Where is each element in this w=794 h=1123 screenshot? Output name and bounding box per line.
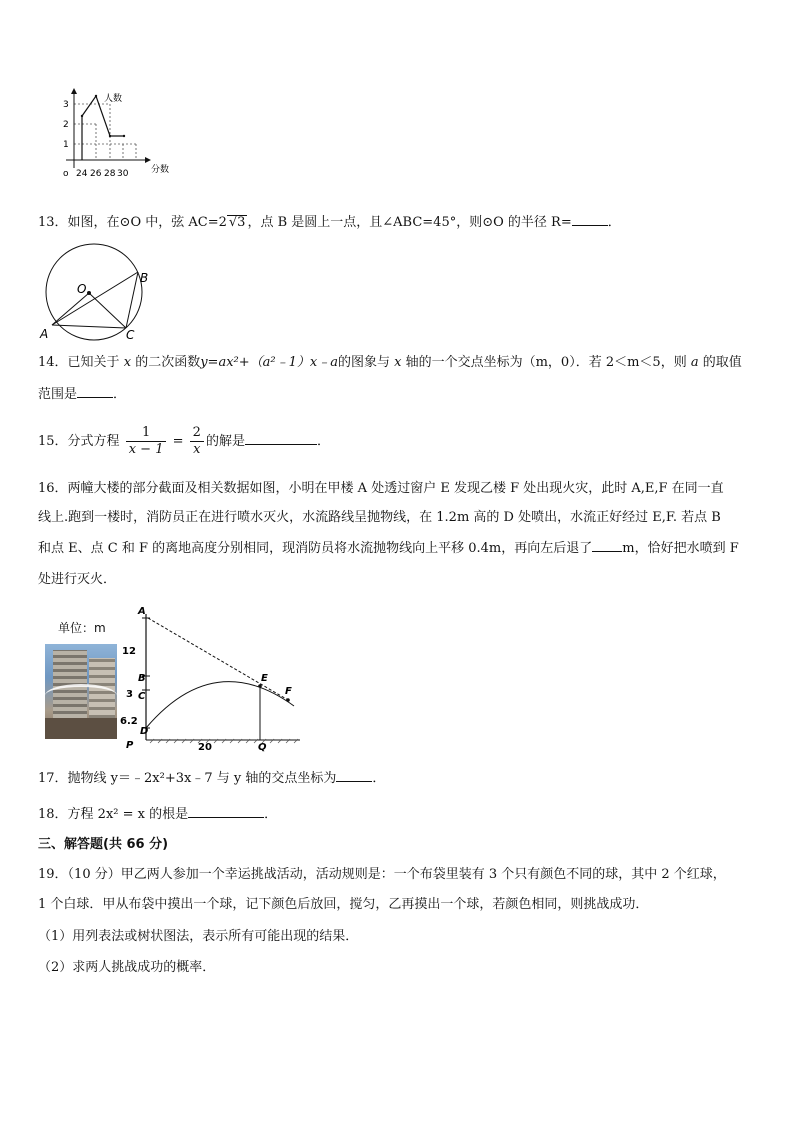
q14-function: y=ax²+（a²﹣1）x﹣a: [200, 355, 338, 370]
q14-var-x: x: [123, 355, 132, 370]
question-19-part2: [38, 953, 758, 982]
origin-label: o: [63, 169, 69, 179]
label-f: F: [285, 686, 292, 697]
label-c: C: [138, 691, 146, 702]
label-b: B: [138, 673, 146, 684]
q18-answer-blank[interactable]: [188, 803, 264, 818]
q15-number: 15．: [38, 434, 68, 449]
x-tick-28: 28: [104, 169, 116, 179]
label-p: P: [126, 740, 134, 751]
q13-answer-blank[interactable]: [572, 211, 608, 226]
question-16-line4: [38, 565, 758, 594]
x-axis-label: 分数: [151, 165, 170, 175]
building-photo: [45, 644, 117, 739]
q13-end: ．: [607, 215, 621, 230]
water-spray: [45, 684, 117, 707]
q17-end: ．: [372, 771, 386, 786]
q18-text: 方程 2x² = x 的根是: [67, 807, 189, 822]
q17-answer-blank[interactable]: [336, 767, 372, 782]
y-tick-1: 1: [63, 140, 69, 150]
q18-end: ．: [264, 807, 278, 822]
segment-bc: [126, 272, 138, 328]
q14-end: ．: [113, 387, 127, 402]
water-parabola: [146, 682, 294, 728]
question-19-line2: [38, 890, 758, 919]
q16-line3-a: 和点 E、点 C 和 F 的离地高度分别相同，现消防员将水流抛物线向上平移 0.4m，再向左后退了: [38, 541, 593, 556]
section-3-heading: 三、解答题(共 66 分): [38, 837, 169, 852]
q15-answer-blank[interactable]: [245, 430, 317, 445]
q13-sqrt-value: 3: [237, 215, 246, 230]
q18-number: 18．: [38, 807, 68, 822]
label-a: A: [138, 606, 146, 617]
question-17: [38, 764, 758, 793]
label-o: O: [77, 282, 87, 296]
segment-oa: [52, 293, 89, 325]
q15-fraction-1: $\frac{1}{x - 1}$: [126, 425, 167, 458]
question-15: [38, 424, 758, 460]
q14-number: 14．: [38, 355, 68, 370]
data-point-30: [123, 135, 125, 137]
point-f: [286, 698, 290, 702]
q13-text-b: ，点 B 是圆上一点，且∠ABC=45°，则⊙O 的半径 R=: [247, 215, 572, 230]
score-frequency-chart: [60, 86, 190, 180]
y-tick-3: 3: [63, 100, 69, 110]
q14-answer-blank[interactable]: [77, 383, 113, 398]
q14-var-a: a: [690, 355, 699, 370]
q14-range-text: 范围是: [38, 387, 78, 402]
q19-part1: （1）用列表法或树状图法，表示所有可能出现的结果．: [38, 929, 359, 944]
question-14-line1: [38, 348, 758, 377]
q14-text-c: 的图象与: [337, 355, 390, 370]
data-point-28: [109, 135, 111, 137]
data-point-26: [95, 95, 97, 97]
y-axis-arrow: [71, 88, 77, 94]
series-line: [82, 96, 124, 160]
label-b: B: [140, 271, 149, 285]
q17-number: 17．: [38, 771, 68, 786]
chord-ac: [52, 325, 126, 328]
question-19-part1: [38, 922, 758, 951]
q16-unit-label: 单位：m: [58, 621, 106, 635]
q15-text: 分式方程: [67, 434, 120, 449]
ground-people: [45, 718, 117, 739]
question-16-line1: [38, 474, 758, 503]
q16-line3-b: m，恰好把水喷到 F: [622, 541, 739, 556]
q14-text-e: 轴的一个交点坐标为（m，0）．若 2＜m＜5，则: [405, 355, 687, 370]
sight-line-af: [148, 618, 288, 700]
q15-tail: 的解是: [205, 434, 245, 449]
x-tick-26: 26: [90, 169, 102, 179]
y-tick-2: 2: [63, 120, 69, 130]
q16-line2: 线上.跑到一楼时，消防员正在进行喷水灭火，水流路线呈抛物线，在 1.2m 高的 D 处喷出，水流正好经过 E,F. 若点 B: [38, 510, 721, 525]
y-axis-label: 人数: [104, 94, 123, 104]
q14-text-a: 已知关于: [67, 355, 120, 370]
dim-6-2: 6.2: [120, 716, 138, 727]
dim-12: 12: [122, 646, 136, 657]
dim-3: 3: [126, 689, 133, 700]
question-14-line2: [38, 380, 758, 409]
q19-number: 19．: [38, 867, 68, 882]
q16-line4: 处进行灭火．: [38, 572, 117, 587]
x-tick-24: 24: [76, 169, 88, 179]
q19-part2: （2）求两人挑战成功的概率．: [38, 960, 216, 975]
q15-end: ．: [316, 434, 330, 449]
question-19-line1: [38, 860, 758, 889]
dim-20: 20: [198, 742, 212, 752]
q15-equals: =: [172, 434, 184, 449]
q16-number: 16．: [38, 481, 68, 496]
q13-number: 13．: [38, 215, 68, 230]
q16-answer-blank[interactable]: [592, 537, 622, 552]
q14-text-b: 的二次函数: [135, 355, 201, 370]
q14-text-f: 的取值: [702, 355, 742, 370]
q13-text-a: 如图，在⊙O 中，弦 AC=2: [67, 215, 227, 230]
question-16-line2: [38, 503, 758, 532]
q17-text: 抛物线 y＝﹣2x²+3x﹣7 与 y 轴的交点坐标为: [67, 771, 337, 786]
question-13: [38, 208, 758, 237]
label-q: Q: [258, 742, 267, 752]
label-a: A: [40, 327, 49, 341]
q19-line2: 1 个白球．甲从布袋中摸出一个球，记下颜色后放回，搅匀，乙再摸出一个球，若颜色相同，则挑战成功．: [38, 897, 649, 912]
segment-oc: [89, 293, 126, 328]
point-e: [258, 684, 262, 688]
question-18: [38, 800, 758, 829]
label-d: D: [140, 726, 149, 737]
label-e: E: [261, 673, 268, 684]
x-tick-30: 30: [117, 169, 129, 179]
label-c: C: [126, 328, 135, 342]
x-axis-arrow: [145, 157, 151, 163]
data-point-24: [81, 115, 83, 117]
q14-var-x2: x: [394, 355, 402, 370]
q13-circle-figure: [34, 242, 158, 346]
q13-sqrt: √3: [228, 215, 246, 230]
question-16-line3: [38, 534, 758, 563]
q19-line1: （10 分）甲乙两人参加一个幸运挑战活动，活动规则是：一个布袋里装有 3 个只有颜色不同的球，其中 2 个红球，: [67, 867, 726, 882]
center-point: [87, 291, 91, 295]
q15-fraction-2: $\frac{2}{x}$: [190, 425, 204, 458]
q16-geometry-figure: [118, 604, 308, 752]
q16-line1: 两幢大楼的部分截面及相关数据如图，小明在甲楼 A 处透过窗户 E 发现乙楼 F 处出现火灾，此时 A,E,F 在同一直: [67, 481, 724, 496]
